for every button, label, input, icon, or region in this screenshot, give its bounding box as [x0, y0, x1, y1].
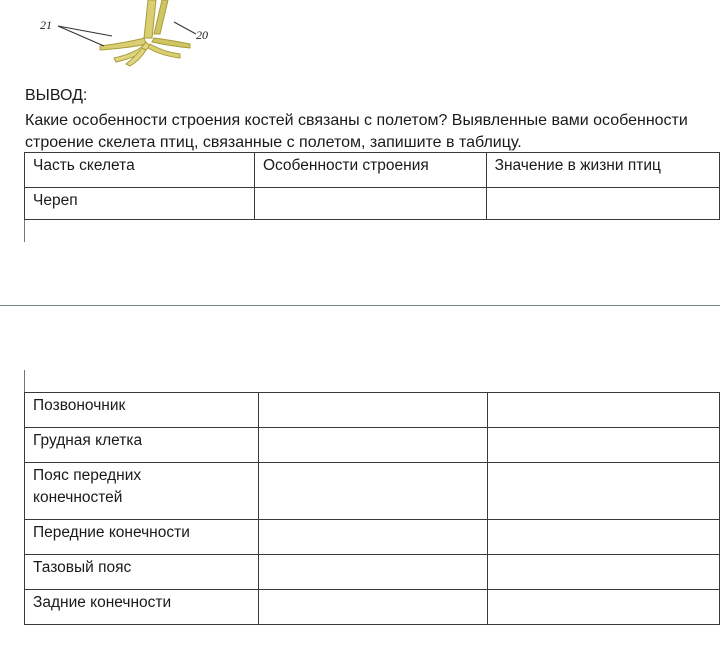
- header-cell-meaning: Значение в жизни птиц: [486, 153, 719, 188]
- row-features-cell[interactable]: [259, 520, 488, 555]
- figure-label-21: 21: [40, 18, 52, 32]
- text-cursor-marker: [24, 220, 25, 242]
- question-text: [25, 110, 720, 154]
- row-label-cell: Пояс передних конечностей: [25, 463, 259, 520]
- text-cursor-marker: [24, 370, 25, 392]
- question-line-2: строение скелета птиц, связанные с полетом, запишите в таблицу.: [25, 134, 522, 151]
- row-features-cell[interactable]: [259, 463, 488, 520]
- header-cell-part: Часть скелета: [25, 153, 255, 188]
- page-break-line: [0, 305, 720, 306]
- question-line-1: Какие особенности строения костей связаны с полетом? Выявленные вами особенности: [25, 112, 688, 129]
- row-features-cell[interactable]: [259, 590, 488, 625]
- row-label-cell: Передние конечности: [25, 520, 259, 555]
- row-label-cell: Задние конечности: [25, 590, 259, 625]
- skeleton-table-bottom: [24, 392, 720, 625]
- row-meaning-cell[interactable]: [488, 428, 720, 463]
- row-meaning-cell[interactable]: [488, 393, 720, 428]
- row-label-cell: Грудная клетка: [25, 428, 259, 463]
- row-label-cell: Череп: [25, 188, 255, 220]
- row-label-cell: Позвоночник: [25, 393, 259, 428]
- row-features-cell[interactable]: [259, 393, 488, 428]
- table-row: [25, 520, 720, 555]
- table-header-row: [25, 153, 720, 188]
- conclusion-heading: ВЫВОД:: [25, 87, 88, 104]
- row-meaning-cell[interactable]: [488, 555, 720, 590]
- row-meaning-cell[interactable]: [486, 188, 719, 220]
- row-label-cell: Тазовый пояс: [25, 555, 259, 590]
- skeleton-table-top: [24, 152, 720, 220]
- table-row: [25, 590, 720, 625]
- table-row: [25, 463, 720, 520]
- table-row: [25, 428, 720, 463]
- row-meaning-cell[interactable]: [488, 590, 720, 625]
- table-row: [25, 393, 720, 428]
- row-features-cell[interactable]: [254, 188, 486, 220]
- figure-label-20: 20: [196, 28, 208, 42]
- row-meaning-cell[interactable]: [488, 463, 720, 520]
- row-features-cell[interactable]: [259, 555, 488, 590]
- table-row: [25, 555, 720, 590]
- header-cell-features: Особенности строения: [254, 153, 486, 188]
- table-row: [25, 188, 720, 220]
- row-features-cell[interactable]: [259, 428, 488, 463]
- row-meaning-cell[interactable]: [488, 520, 720, 555]
